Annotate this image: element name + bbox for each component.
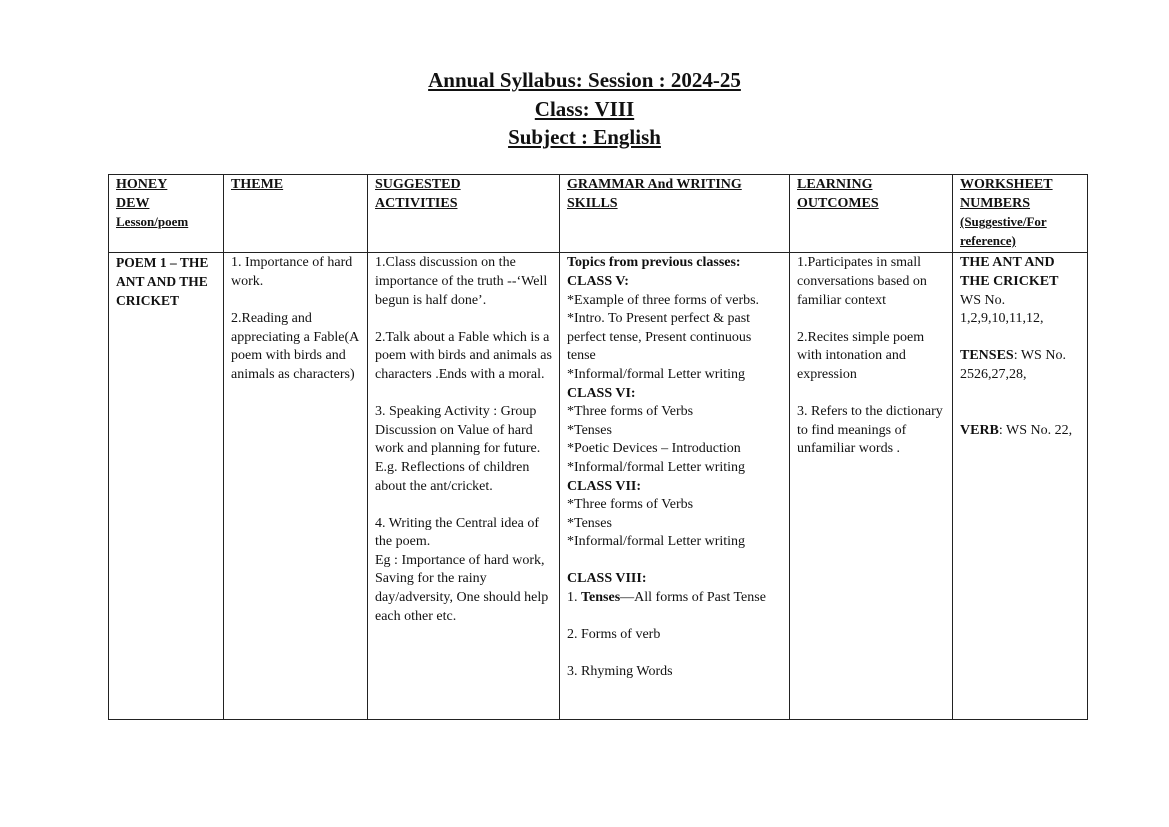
header-activities: SUGGESTED ACTIVITIES [368,175,560,253]
grammar-cell: Topics from previous classes: CLASS V: *Example of three forms of verbs. *Intro. To Present perfect & past perfect tense, Present continuous tense *Informal/formal Letter writing CLASS VI: *Three forms of Verbs *Tenses *Poetic Devices – Introduction *Informal/formal Letter writing CLASS VII: *Three forms of Verbs *Tenses *Informal/formal Letter writing CLASS VIII: 1. Tenses—All forms of Past Tense 2. Forms of verb 3. Rhyming Words [560,253,790,720]
worksheet-cell: THE ANT AND THE CRICKET WS No. 1,2,9,10,11,12, TENSES: WS No. 2526,27,28, VERB: WS No. 22, [953,253,1088,720]
header-honey-dew: HONEY DEW Lesson/poem [109,175,224,253]
table-header-row [109,175,1088,253]
theme-cell: 1. Importance of hard work. 2.Reading and appreciating a Fable(A poem with birds and animals as characters) [224,253,368,720]
tenses-worksheets: TENSES: WS No. 2526,27,28, [960,348,1066,382]
outcomes-cell: 1.Participates in small conversations based on familiar context 2.Recites simple poem with intonation and expression 3. Refers to the dictionary to find meanings of unfamiliar words . [790,253,953,720]
class-title: Class: VIII [534,96,635,121]
header-outcomes: LEARNING OUTCOMES [790,175,953,253]
session-title: Annual Syllabus: Session : 2024-25 [428,68,741,92]
class8-item-tenses: 1. Tenses—All forms of Past Tense [567,590,766,606]
header-theme: THEME [224,175,368,253]
syllabus-table [108,174,1088,720]
document-title-block [0,66,1169,152]
table-row [109,253,1088,720]
subject-title: Subject : English [508,125,661,149]
lesson-cell: POEM 1 – THE ANT AND THE CRICKET [109,253,224,720]
header-grammar: GRAMMAR And WRITING SKILLS [560,175,790,253]
activities-cell: 1.Class discussion on the importance of the truth --‘Well begun is half done’. 2.Talk about a Fable which is a poem with birds and animals as characters .Ends with a moral. 3. Speaking Activity : Group Discussion on Value of hard work and planning for future. E.g. Reflections of children about the ant/cricket. 4. Writing the Central idea of the poem. Eg : Importance of hard work, Saving for the rainy day/adversity, One should help each other etc. [368,253,560,720]
verb-worksheets: VERB: WS No. 22, [960,422,1073,438]
header-worksheet: WORKSHEET NUMBERS (Suggestive/For reference) [953,175,1088,253]
